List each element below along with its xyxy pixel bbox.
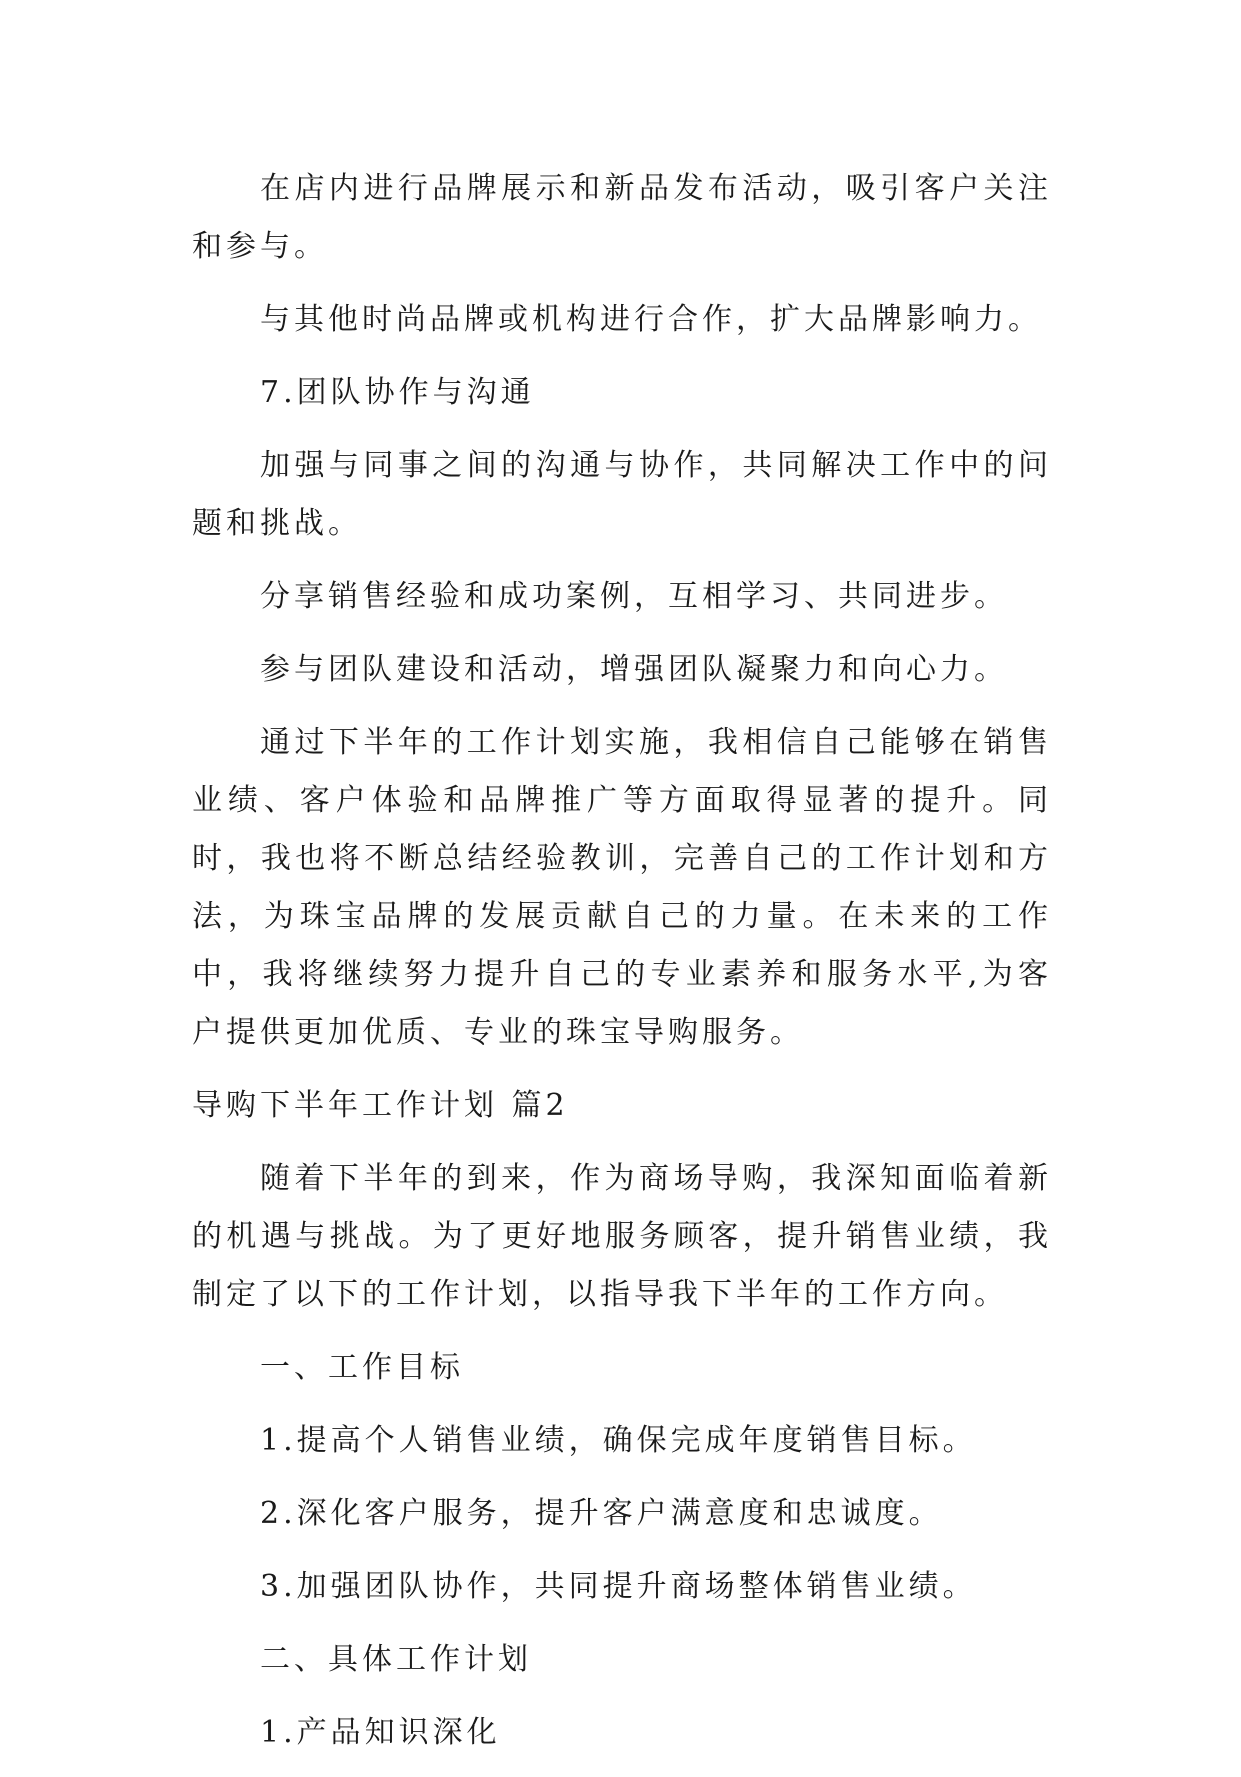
paragraph-team-building: 参与团队建设和活动，增强团队凝聚力和向心力。 xyxy=(260,652,1008,687)
paragraph-introduction: 随着下半年的到来，作为商场导购，我深知面临着新的机遇与挑战。为了更好地服务顾客，提升销售业绩，我制定了以下的工作计划，以指导我下半年的工作方向。 xyxy=(192,1161,1052,1312)
list-item-goal-3: 3.加强团队协作，共同提升商场整体销售业绩。 xyxy=(260,1569,977,1604)
section-heading-goals: 一、工作目标 xyxy=(260,1350,464,1385)
paragraph-brand-display: 在店内进行品牌展示和新品发布活动，吸引客户关注和参与。 xyxy=(192,171,1052,264)
section-heading-teamwork: 7.团队协作与沟通 xyxy=(260,375,535,410)
article-title-part-2: 导购下半年工作计划 篇2 xyxy=(192,1088,569,1123)
section-heading-plan: 二、具体工作计划 xyxy=(260,1642,532,1677)
list-item-goal-2: 2.深化客户服务，提升客户满意度和忠诚度。 xyxy=(260,1496,943,1531)
paragraph-conclusion: 通过下半年的工作计划实施，我相信自己能够在销售业绩、客户体验和品牌推广等方面取得显著的提升。同时，我也将不断总结经验教训，完善自己的工作计划和方法，为珠宝品牌的发展贡献自己的力量。在未来的工作中，我将继续努力提升自己的专业素养和服务水平,为客户提供更加优质、专业的珠宝导购服务。 xyxy=(192,725,1052,1050)
list-item-goal-1: 1.提高个人销售业绩，确保完成年度销售目标。 xyxy=(260,1423,977,1458)
subsection-heading-product-knowledge: 1.产品知识深化 xyxy=(260,1715,501,1750)
paragraph-share-experience: 分享销售经验和成功案例，互相学习、共同进步。 xyxy=(260,579,1008,614)
document-body xyxy=(192,160,1052,1777)
paragraph-brand-cooperation: 与其他时尚品牌或机构进行合作，扩大品牌影响力。 xyxy=(260,302,1042,337)
paragraph-communication: 加强与同事之间的沟通与协作，共同解决工作中的问题和挑战。 xyxy=(192,448,1052,541)
